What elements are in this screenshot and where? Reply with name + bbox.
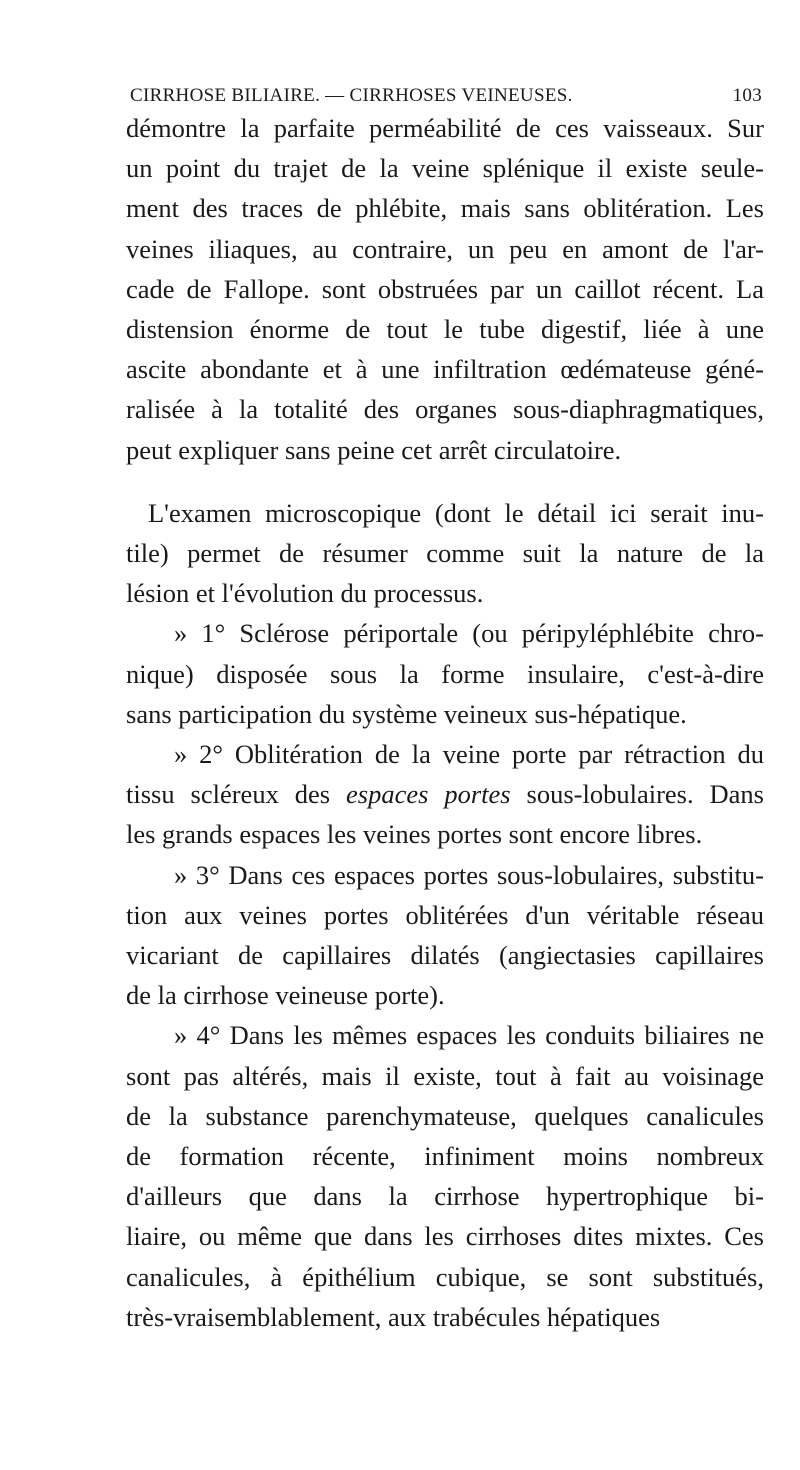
text-line: nique) disposée sous la forme insulaire, c'est-à-dire <box>126 658 764 689</box>
text-line: canalicules, à épithélium cubique, se sont substitués, <box>126 1261 764 1292</box>
text-line: lésion et l'évolution du processus. <box>126 578 484 609</box>
text-line: ment des traces de phlébite, mais sans oblitération. Les <box>126 193 764 224</box>
italic-term: espaces portes <box>346 779 511 810</box>
text-line: ascite abondante et à une infiltration œdémateuse géné- <box>126 354 764 385</box>
text-line: L'examen microscopique (dont le détail ici serait inu- <box>148 497 764 528</box>
running-head-title: CIRRHOSE BILIAIRE. — CIRRHOSES VEINEUSES. <box>130 85 573 106</box>
text-line: tion aux veines portes oblitérées d'un véritable réseau <box>126 899 764 930</box>
text-line: de la cirrhose veineuse porte). <box>126 980 445 1011</box>
text-line: d'ailleurs que dans la cirrhose hypertrophique bi- <box>126 1181 764 1212</box>
list-item <box>126 613 764 734</box>
text-line: ralisée à la totalité des organes sous-diaphragmatiques, <box>126 394 764 425</box>
text-line: les grands espaces les veines portes sont encore libres. <box>126 819 703 850</box>
text-line: cade de Fallope. sont obstruées par un caillot récent. La <box>126 273 764 304</box>
list-item <box>126 855 764 1016</box>
text-line: sont pas altérés, mais il existe, tout à fait au voisinage <box>126 1060 764 1091</box>
text-line: vicariant de capillaires dilatés (angiectasies capillaires <box>126 940 764 971</box>
text-line <box>126 774 764 814</box>
text-line: peut expliquer sans peine cet arrêt circulatoire. <box>126 434 622 465</box>
text-line: démontre la parfaite perméabilité de ces vaisseaux. Sur <box>126 113 764 143</box>
text-segment: sous-lobulaires. Dans <box>510 779 764 810</box>
text-line: » 2° Oblitération de la veine porte par rétraction du <box>174 739 764 770</box>
text-line: de la substance parenchymateuse, quelques canalicules <box>126 1100 764 1131</box>
text-line: sans participation du système veineux sus-hépatique. <box>126 698 687 729</box>
text-line: veines iliaques, au contraire, un peu en amont de l'ar- <box>126 233 764 264</box>
text-line: liaire, ou même que dans les cirrhoses dites mixtes. Ces <box>126 1221 764 1252</box>
text-line: » 1° Sclérose périportale (ou péripyléphlébite chro- <box>174 618 764 649</box>
body-text <box>126 108 764 1337</box>
page-number: 103 <box>732 85 762 106</box>
running-head <box>126 84 762 108</box>
text-line: tile) permet de résumer comme suit la nature de la <box>126 538 764 569</box>
text-line: de formation récente, infiniment moins nombreux <box>126 1141 764 1172</box>
paragraph <box>126 108 764 470</box>
text-line: distension énorme de tout le tube digestif, liée à une <box>126 314 764 345</box>
text-line: très-vraisemblablement, aux trabécules hépatiques <box>126 1301 661 1332</box>
text-segment: tissu scléreux des <box>126 779 346 810</box>
list-item <box>126 734 764 855</box>
text-line: » 4° Dans les mêmes espaces les conduits biliaires ne <box>174 1020 764 1051</box>
text-line: un point du trajet de la veine splénique il existe seule- <box>126 153 764 184</box>
list-item <box>126 1015 764 1337</box>
paragraph <box>126 493 764 614</box>
text-line: » 3° Dans ces espaces portes sous-lobulaires, substitu- <box>174 859 764 890</box>
paragraph-gap <box>126 470 764 493</box>
